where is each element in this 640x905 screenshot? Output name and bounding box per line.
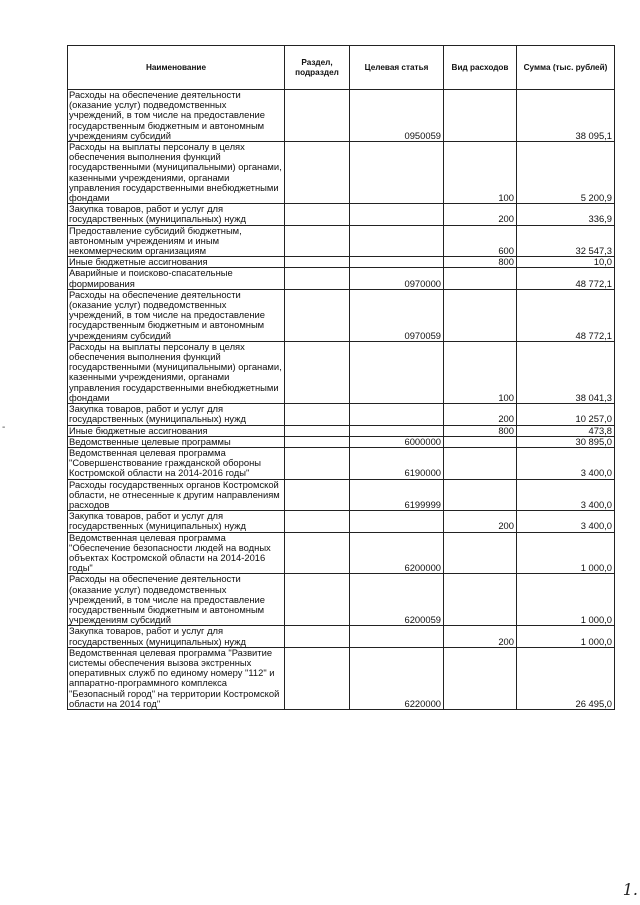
header-section: Раздел, подраздел [285, 46, 350, 90]
row-kind [444, 289, 517, 341]
row-name: Предоставление субсидий бюджетным, автономным учреждениям и иным некоммерческим организациям [68, 225, 285, 257]
row-kind [444, 436, 517, 447]
row-target [350, 204, 444, 225]
table-row [68, 511, 615, 532]
table-header-row [68, 46, 615, 90]
row-name: Закупка товаров, работ и услуг для государственных (муниципальных) нужд [68, 404, 285, 425]
row-target: 6190000 [350, 447, 444, 479]
header-target: Целевая статья [350, 46, 444, 90]
row-kind: 200 [444, 404, 517, 425]
row-name: Иные бюджетные ассигнования [68, 425, 285, 436]
row-name: Ведомственная целевая программа "Развитие системы обеспечения вызова экстренных оперативных служб по единому номеру "112" и аппаратно-программного комплекса "Безопасный город" на территории Костромской области на 2014 год" [68, 647, 285, 709]
row-section [285, 574, 350, 626]
row-section [285, 289, 350, 341]
row-amount: 336,9 [517, 204, 615, 225]
row-kind [444, 574, 517, 626]
table-row [68, 225, 615, 257]
row-kind: 600 [444, 225, 517, 257]
row-section [285, 511, 350, 532]
row-amount: 10,0 [517, 257, 615, 268]
header-name: Наименование [68, 46, 285, 90]
table-row [68, 626, 615, 647]
row-section [285, 268, 350, 289]
row-target: 6200000 [350, 532, 444, 574]
row-target [350, 142, 444, 204]
row-amount: 1 000,0 [517, 532, 615, 574]
row-name: Закупка товаров, работ и услуг для государственных (муниципальных) нужд [68, 626, 285, 647]
row-section [285, 142, 350, 204]
row-name: Расходы на обеспечение деятельности (оказание услуг) подведомственных учреждений, в том числе на предоставление государственным бюджетным и автономным учреждениям субсидий [68, 289, 285, 341]
row-amount: 38 041,3 [517, 341, 615, 403]
row-kind [444, 647, 517, 709]
row-section [285, 341, 350, 403]
row-name: Расходы на выплаты персоналу в целях обеспечения выполнения функций государственными (муниципальными) органами, казенными учреждениями, органами управления государственными внебюджетными фондами [68, 142, 285, 204]
row-section [285, 425, 350, 436]
row-name: Расходы на обеспечение деятельности (оказание услуг) подведомственных учреждений, в том числе на предоставление государственным бюджетным и автономным учреждениям субсидий [68, 574, 285, 626]
row-amount: 473,8 [517, 425, 615, 436]
row-amount: 48 772,1 [517, 268, 615, 289]
row-kind [444, 447, 517, 479]
table-row [68, 204, 615, 225]
row-section [285, 447, 350, 479]
table-row [68, 268, 615, 289]
row-target [350, 404, 444, 425]
row-name: Ведомственные целевые программы [68, 436, 285, 447]
row-kind: 800 [444, 257, 517, 268]
table-row [68, 341, 615, 403]
row-target [350, 511, 444, 532]
page-number-mark: 1. [622, 880, 638, 899]
table-row [68, 574, 615, 626]
row-section [285, 257, 350, 268]
row-kind: 800 [444, 425, 517, 436]
row-amount: 26 495,0 [517, 647, 615, 709]
table-row [68, 404, 615, 425]
row-kind: 100 [444, 341, 517, 403]
row-section [285, 225, 350, 257]
row-amount: 32 547,3 [517, 225, 615, 257]
row-amount: 10 257,0 [517, 404, 615, 425]
row-section [285, 404, 350, 425]
row-kind [444, 479, 517, 511]
row-amount: 5 200,9 [517, 142, 615, 204]
row-target: 6199999 [350, 479, 444, 511]
table-row [68, 425, 615, 436]
row-target [350, 257, 444, 268]
row-name: Закупка товаров, работ и услуг для государственных (муниципальных) нужд [68, 204, 285, 225]
row-amount: 1 000,0 [517, 626, 615, 647]
table-row [68, 647, 615, 709]
row-section [285, 204, 350, 225]
table-row [68, 479, 615, 511]
row-target: 6000000 [350, 436, 444, 447]
header-amount: Сумма (тыс. рублей) [517, 46, 615, 90]
table-row [68, 532, 615, 574]
row-target [350, 626, 444, 647]
row-target: 0950059 [350, 90, 444, 142]
row-kind: 100 [444, 142, 517, 204]
row-section [285, 532, 350, 574]
row-amount: 3 400,0 [517, 447, 615, 479]
row-kind [444, 90, 517, 142]
row-amount: 30 895,0 [517, 436, 615, 447]
row-amount: 3 400,0 [517, 511, 615, 532]
margin-mark: - [2, 422, 6, 433]
row-section [285, 626, 350, 647]
table-row [68, 447, 615, 479]
row-name: Ведомственная целевая программа "Обеспечение безопасности людей на водных объектах Костромской области на 2014-2016 годы" [68, 532, 285, 574]
row-name: Расходы на обеспечение деятельности (оказание услуг) подведомственных учреждений, в том числе на предоставление государственным бюджетным и автономным учреждениям субсидий [68, 90, 285, 142]
table-row [68, 289, 615, 341]
row-amount: 38 095,1 [517, 90, 615, 142]
header-kind: Вид расходов [444, 46, 517, 90]
table-row [68, 436, 615, 447]
row-section [285, 479, 350, 511]
row-target [350, 425, 444, 436]
row-name: Расходы государственных органов Костромской области, не отнесенные к другим направлениям расходов [68, 479, 285, 511]
row-kind [444, 268, 517, 289]
row-target: 6220000 [350, 647, 444, 709]
budget-table-sheet [67, 45, 614, 710]
budget-table [67, 45, 615, 710]
row-amount: 48 772,1 [517, 289, 615, 341]
row-name: Расходы на выплаты персоналу в целях обеспечения выполнения функций государственными (муниципальными) органами, казенными учреждениями, органами управления государственными внебюджетными фондами [68, 341, 285, 403]
table-row [68, 142, 615, 204]
row-section [285, 436, 350, 447]
table-row [68, 90, 615, 142]
row-target: 0970000 [350, 268, 444, 289]
row-target [350, 341, 444, 403]
row-kind: 200 [444, 511, 517, 532]
row-section [285, 90, 350, 142]
row-name: Ведомственная целевая программа "Совершенствование гражданской обороны Костромской области на 2014-2016 годы" [68, 447, 285, 479]
row-kind [444, 532, 517, 574]
row-target: 0970059 [350, 289, 444, 341]
table-row [68, 257, 615, 268]
row-amount: 3 400,0 [517, 479, 615, 511]
row-target [350, 225, 444, 257]
row-target: 6200059 [350, 574, 444, 626]
row-name: Аварийные и поисково-спасательные формирования [68, 268, 285, 289]
row-name: Закупка товаров, работ и услуг для государственных (муниципальных) нужд [68, 511, 285, 532]
row-kind: 200 [444, 626, 517, 647]
row-kind: 200 [444, 204, 517, 225]
row-section [285, 647, 350, 709]
row-name: Иные бюджетные ассигнования [68, 257, 285, 268]
row-amount: 1 000,0 [517, 574, 615, 626]
